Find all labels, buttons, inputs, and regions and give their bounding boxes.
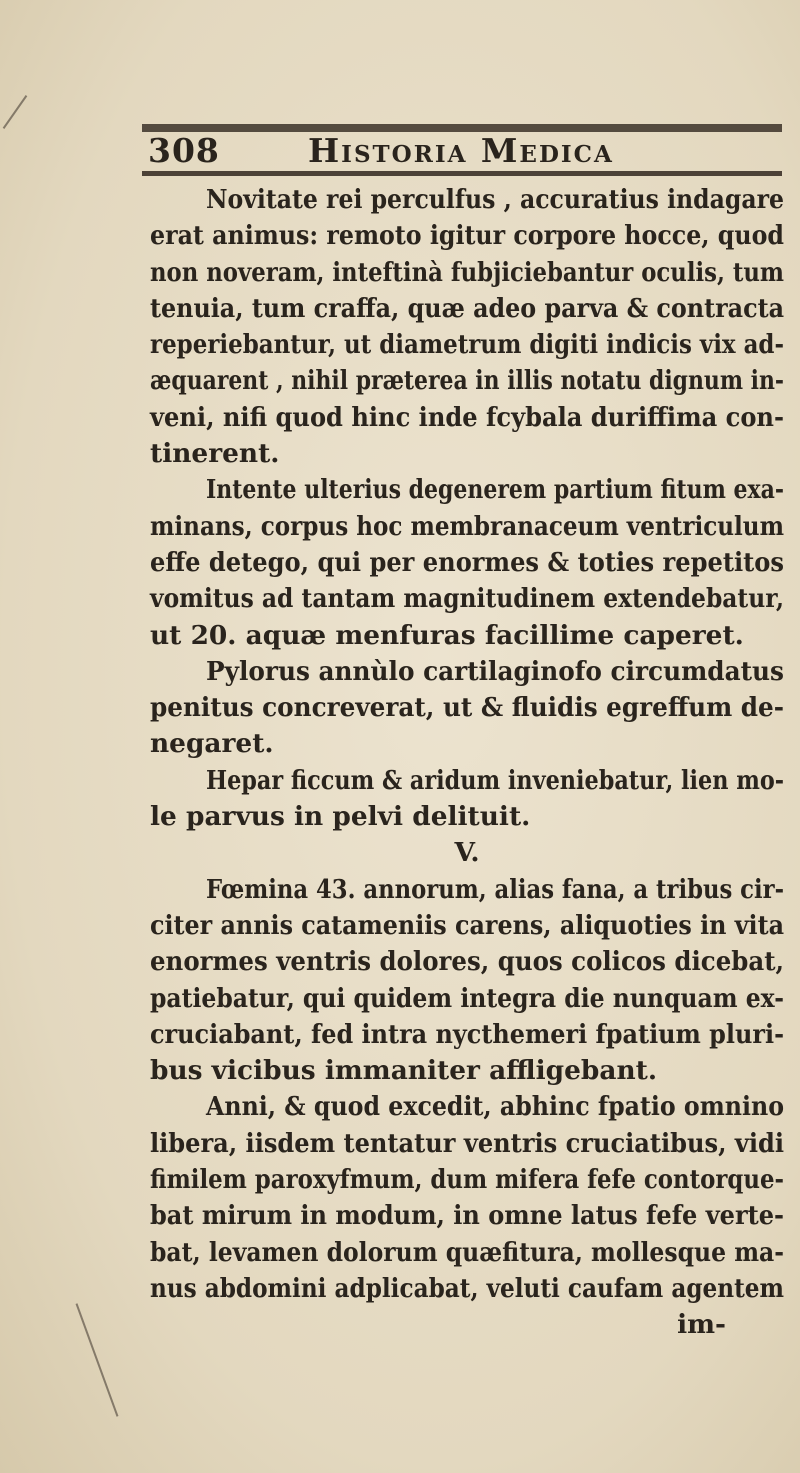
- page-number: 308: [148, 131, 220, 170]
- text-line: bat, levamen dolorum quæfitura, mollesque ma-: [150, 1236, 784, 1268]
- running-title: Historia Medica: [308, 131, 614, 170]
- page-header: [148, 131, 788, 171]
- text-line: patiebatur, qui quidem integra die nunquam ex-: [150, 982, 784, 1014]
- text-line: tenuia, tum craffa, quæ adeo parva & contracta: [150, 292, 784, 324]
- margin-mark: [3, 95, 28, 129]
- text-line: nus abdomini adplicabat, veluti caufam agentem: [150, 1272, 784, 1304]
- text-line: æquarent , nihil præterea in illis notatu dignum in-: [150, 365, 784, 397]
- text-line: vomitus ad tantam magnitudinem extendebatur,: [150, 583, 784, 615]
- section-heading: V.: [454, 837, 480, 869]
- text-line: veni, nifi quod hinc inde fcybala duriffima con-: [150, 401, 784, 433]
- text-line: non noveram, inteftinà fubjiciebantur oculis, tum: [150, 256, 784, 288]
- text-line: minans, corpus hoc membranaceum ventriculum: [150, 510, 784, 542]
- text-line: negaret.: [150, 728, 274, 760]
- text-line: bus vicibus immaniter affligebant.: [150, 1055, 658, 1087]
- text-line: le parvus in pelvi delituit.: [150, 801, 531, 833]
- text-line: Hepar ficcum & aridum inveniebatur, lien mo-: [206, 764, 784, 796]
- text-line: Novitate rei perculfus , accuratius indagare: [206, 184, 784, 215]
- text-line: ut 20. aquæ menfuras facillime caperet.: [150, 619, 744, 651]
- text-line: Anni, & quod excedit, abhinc fpatio omnino: [206, 1091, 784, 1123]
- text-line: Intente ulterius degenerem partium fitum exa-: [206, 474, 784, 506]
- text-line: Fœmina 43. annorum, alias fana, a tribus cir-: [206, 873, 784, 905]
- text-line: effe detego, qui per enormes & toties repetitos: [150, 546, 784, 578]
- text-line: tinerent.: [150, 438, 280, 470]
- text-line: enormes ventris dolores, quos colicos dicebat,: [150, 946, 784, 978]
- header-bottom-rule: [142, 171, 782, 176]
- text-line: erat animus: remoto igitur corpore hocce, quod: [150, 220, 784, 252]
- text-line: Pylorus annùlo cartilaginofo circumdatus: [206, 655, 784, 687]
- text-line: libera, iisdem tentatur ventris cruciatibus, vidi: [150, 1127, 784, 1159]
- text-line: citer annis catameniis carens, aliquoties in vita: [150, 909, 784, 941]
- text-line: bat mirum in modum, in omne latus fefe verte-: [150, 1200, 784, 1232]
- body-text: [150, 182, 784, 1344]
- catchword: im-: [677, 1309, 726, 1341]
- text-line: reperiebantur, ut diametrum digiti indicis vix ad-: [150, 329, 784, 361]
- text-line: cruciabant, fed intra nycthemeri fpatium pluri-: [150, 1018, 784, 1050]
- margin-mark: [76, 1303, 119, 1416]
- text-line: fimilem paroxyfmum, dum mifera fefe contorque-: [150, 1164, 784, 1196]
- text-line: penitus concreverat, ut & fluidis egreffum de-: [150, 692, 784, 724]
